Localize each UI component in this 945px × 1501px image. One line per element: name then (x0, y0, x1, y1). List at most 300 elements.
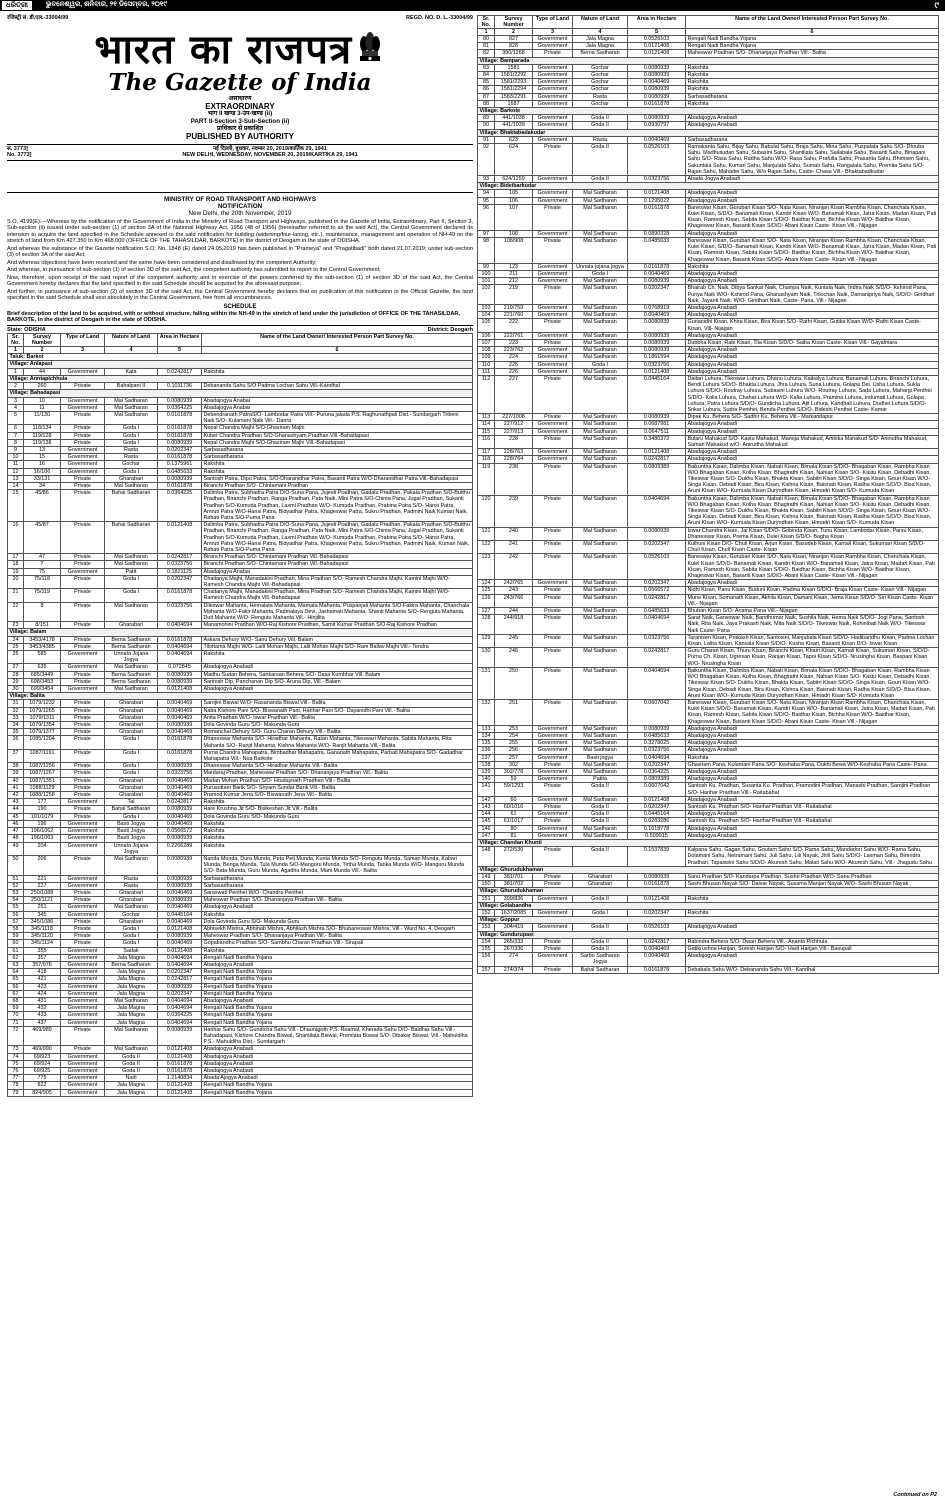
table-row (8, 707, 473, 714)
land-nature-cell: Goda I (105, 813, 158, 820)
owner-name-cell: Rakshita (202, 947, 473, 954)
land-nature-cell: Goda I (105, 425, 158, 432)
sr-no-cell: 121 (478, 527, 495, 540)
column-header: Sr. No. (8, 334, 24, 347)
land-type-cell: Government (61, 397, 105, 404)
owner-name-cell: Baneswar Kisan, Gurubari Kisan S/O- Nata Kisan, Niranjan Kisan Rambha Kisan, Chanchala Kisan, Kulei Kisan, S/D/O- Banamali Kisan, Kandri Kisan W/O- Banamali Kisan, Jatra Kisan, Madan Kisan, Pati Kisan, Ramesh Kisan, Sabita Kisan S/D/O- Baidhar Kisan, Bichha Kisan W/O- Baidhar Kisan, Khageswar Kisan, Basanti Kisan S/D/O- Abani Kisan Caste- Kisan Vill.- Nijagan (686, 204, 939, 230)
land-nature-cell: Mal Sadharan (105, 482, 158, 489)
sr-no-cell: 37 (8, 749, 24, 762)
area-cell: 0.0080939 (158, 897, 202, 904)
land-nature-cell: Goda II (573, 938, 628, 945)
column-number: 5 (628, 29, 686, 36)
sr-no-cell: 77 (8, 1075, 24, 1082)
land-nature-cell: Basti Jogya (105, 835, 158, 842)
land-nature-cell: Rasta (105, 875, 158, 882)
land-nature-cell: Jala Magna (573, 43, 628, 50)
column-number: 1 (8, 347, 24, 354)
sr-no-cell: 60 (8, 940, 24, 947)
taluk-heading-row (8, 354, 473, 361)
issue-date-hindi: नई दिल्ली, बुधवार, नवम्बर 20, 2019/कार्तिक 29, 1941 (213, 145, 327, 152)
table-row (478, 285, 939, 305)
table-row (478, 339, 939, 346)
land-nature-cell: Unnata Jojana Jogya (105, 651, 158, 664)
land-type-cell: Private (61, 678, 105, 685)
table-row (478, 847, 939, 867)
owner-name-cell: Tilottama Majhi W/O- Lalit Mohan Majhi, Lalit Mohan Majhi S/O- Ram Ballav Majhi Vill.- Tendra (202, 643, 473, 650)
owner-name-cell: Abadajogya Anabadi (686, 115, 939, 122)
survey-number-cell: 244 (495, 608, 533, 615)
land-nature-cell: Mal Sadharan (573, 332, 628, 339)
table-row (478, 428, 939, 435)
survey-number-cell: 357 (24, 954, 61, 961)
land-type-cell: Government (533, 832, 573, 839)
survey-number-cell: 34 (24, 482, 61, 489)
owner-name-cell: Rakshita (686, 895, 939, 902)
owner-name-cell: Abadajogya Anabadi (202, 904, 473, 911)
land-type-cell: Government (533, 312, 573, 319)
sr-no-cell: 55 (8, 904, 24, 911)
survey-number-cell: 1085/1204 (24, 736, 61, 749)
table-row (478, 910, 939, 917)
land-type-cell: Government (533, 354, 573, 361)
survey-number-cell: 221/760 (495, 312, 533, 319)
survey-number-cell: 60/1016 (495, 803, 533, 810)
owner-name-cell: Abadajogya Anabadi (686, 832, 939, 839)
survey-number-cell: 69/924 (24, 1060, 61, 1067)
owner-name-cell: Rakshita (202, 842, 473, 855)
land-type-cell: Private (533, 495, 573, 527)
owner-name-cell: Abadajogya Anabadi (686, 122, 939, 129)
land-nature-cell: Mal Sadharan (105, 397, 158, 404)
owner-name-cell: Abadajogya Anabadi (202, 664, 473, 671)
sr-no-cell: 139 (478, 768, 495, 775)
land-type-cell: Private (533, 237, 573, 263)
area-cell: 0.0202347 (628, 541, 686, 554)
land-type-cell: Government (533, 428, 573, 435)
gazette-header (7, 15, 473, 193)
owner-name-cell: Biranchi Pradhan S/O- Chintamani Pradhan Vill.-Bahadapasi (202, 554, 473, 561)
area-cell: 0.0202347 (158, 990, 202, 997)
sr-no-cell: 8 (8, 439, 24, 446)
land-nature-cell: Kata (105, 368, 158, 375)
area-cell: 0.0040469 (158, 792, 202, 799)
sr-no-cell: 92 (478, 144, 495, 176)
land-type-cell: Government (533, 64, 573, 71)
survey-number-cell: 824/905 (24, 1089, 61, 1096)
land-nature-cell: Mal Sadharan (573, 304, 628, 311)
land-type-cell: Government (533, 811, 573, 818)
land-nature-cell: Tal (105, 799, 158, 806)
owner-name-cell: Abadajogya Anabadi (202, 1046, 473, 1053)
land-nature-cell: Berna Sadharan (105, 961, 158, 968)
sr-no-cell: 133 (478, 725, 495, 732)
table-row (478, 667, 939, 699)
page-number: ୯ (934, 0, 939, 11)
land-nature-cell: Mal Sadharan (573, 768, 628, 775)
sr-no-cell: 83 (478, 64, 495, 71)
owner-name-cell: Rakshita (686, 754, 939, 761)
owner-name-cell: Abada Jogya Anabadi (686, 176, 939, 183)
area-cell: 0.2266289 (158, 842, 202, 855)
land-nature-cell: Bahal Sadharan (105, 490, 158, 522)
owner-name-cell: Dhaneswar Mahanta S/O- Hiradhar Mahanta Vill.- Balita (202, 763, 473, 770)
notice-paragraph-1: S.O. 4199(E).—Whereas by the notification of the Government of India in the Ministry of Road Transport and Highways, published in the Gazette of India, Extraordinary, Part II, Section 3, Sub-section (ii) issued under sub-section (1) of section 3A of the National Highway Act, 1956 (48 of 1956) (hereinafter referred to as the said Act), the Central Government declared its intension to acquire the land specified in the Schedule annexed to the said notification for building (widening/four-laning, etc.), maintenance, management and operation of NH-49 on the stretch of land from Km 427.350 to Km 468.000 (OFFICE OF THE TAHASILDAR, BARKOTE) in the district of Deogarh in the state of ODISHA. (7, 218, 473, 245)
survey-number-cell: 242 (495, 554, 533, 580)
owner-name-cell: Abhisekh Mishra, Abhinab Mishra, Abhilash Mishra S/O- Bhubaneswar Mishra, Vill.- Ward No. 4, Deogarh (202, 925, 473, 932)
land-type-cell: Government (533, 368, 573, 375)
owner-name-cell: Debananda Sahu S/O Padma Lochan Sahu Vill.-Kandhal (202, 383, 473, 390)
area-cell: 0.0080939 (628, 86, 686, 93)
sr-no-cell: 48 (8, 835, 24, 842)
sr-no-cell: 10 (8, 454, 24, 461)
land-nature-cell: Goda I (573, 361, 628, 368)
issue-number-english: No. 3773] (7, 152, 32, 159)
land-type-cell: Government (61, 1089, 105, 1096)
table-row (478, 361, 939, 368)
survey-number-cell: 345 (24, 911, 61, 918)
land-nature-cell: Mal Sadharan (105, 686, 158, 693)
owner-name-cell: Baneswar Kisan, Gurubari Kisan S/O- Nata Kisan, Niranjan Kisan Rambha Kisan, Chanchala Kisan, Kulei Kisan S/D/O- Banamali Kisan, Kandri Kisan W/O- Banamali Kisan, Jatra Kisan, Madan Kisan, Pati Kisan, Ramesh Kisan, Sabita Kisan S/D/O- Baidhar Kisan, Bichha Kisan W/O- Baidhar Kisan, Khageswar Kisan, Basanti Kisan S/D/O- Abani Kisan Caste- Kisan Vill.- Nijagan (686, 554, 939, 580)
survey-number-cell: 8 (24, 602, 61, 622)
survey-number-cell: 828 (495, 43, 533, 50)
land-nature-cell: Jala Magna (573, 36, 628, 43)
sr-no-cell: 7 (8, 432, 24, 439)
land-nature-cell: Mal Sadharan (573, 449, 628, 456)
land-type-cell: Private (533, 881, 573, 888)
land-nature-cell: Gochar (573, 72, 628, 79)
owner-name-cell: Rakshita (686, 86, 939, 93)
survey-number-cell: 1079/1354 (24, 722, 61, 729)
owner-name-cell: Baikuntha Kisan, Dalimba Kisan, Nabati Kisan, Bimala Kisan S/D/O- Bhagaban Kisan, Rambha Kisan W/O Bhagaban Kisan, Kolha Kisan, Bhagirathi Kisan, Nahian Kisan S/O- Kastu Kisan, Debadhi Kisan, Tikeswar Kisan S/O- Dukhu Kisan, Bhakta Kisan, Sabitri Kisan S/D/O- Singa Kisan, Gouri Kisan W/O- Singa Kisan, Debadi Kisan, Bira Kisan, Kishna Kisan, Baisnab Kisan, Radha Kisan S/D/O- Bisa Kisan, Aruni Kisan W/O- Kumuda Kisan Duryodhan Kisan, Himadri Kisan S/O- Kumuda Kisan (686, 495, 939, 527)
land-type-cell: Private (61, 490, 105, 522)
area-cell: 0.0080939 (158, 1026, 202, 1046)
area-cell: 0.0040469 (158, 813, 202, 820)
land-type-cell: Private (533, 634, 573, 647)
owner-name-cell: Sarbasadharana (202, 882, 473, 889)
land-nature-cell: Gharabari (105, 784, 158, 791)
land-nature-cell: Goda II (573, 811, 628, 818)
column-header: Type of Land (61, 334, 105, 347)
survey-number-cell: 1079/1232 (24, 700, 61, 707)
owner-name-cell: Iswar Chandra Kisan, Jai Kisan S/D/O- Gobinda Kisan, Tunu Kisan, Lambodar Kisan, Parsu Kisan, Dhaneswar Kisan, Prema Kisan, Dulei Kisan S/D/O- Bagha Kisan (686, 527, 939, 540)
area-cell: 0.0121408 (158, 1053, 202, 1060)
area-cell: 0.0404694 (158, 651, 202, 664)
survey-number-cell: 424 (24, 990, 61, 997)
survey-number-cell: 228 (495, 435, 533, 448)
table-row (8, 813, 473, 820)
sr-no-cell: 21 (8, 589, 24, 602)
area-cell: 0.0202347 (628, 761, 686, 768)
area-cell: 0.0080939 (158, 671, 202, 678)
land-nature-cell: Goda I (105, 763, 158, 770)
area-cell: 0.0040469 (158, 784, 202, 791)
land-nature-cell: Goda I (105, 432, 158, 439)
land-type-cell: Government (533, 421, 573, 428)
survey-number-cell: 15 (24, 454, 61, 461)
owner-name-cell: Sashi Bhusan Nayak S/O- Daivar Nayak, Susama Manjari Nayak W/O- Sashi Bhusan Nayak (686, 881, 939, 888)
column-number: 2 (24, 347, 61, 354)
table-row (478, 237, 939, 263)
table-row (478, 64, 939, 71)
land-type-cell: Private (533, 594, 573, 607)
land-type-cell: Government (61, 651, 105, 664)
column-header: Survey Number (495, 16, 533, 29)
owner-name-cell: Abadajogya Anabadi (202, 1053, 473, 1060)
area-cell: 0.0121408 (628, 368, 686, 375)
land-type-cell: Government (533, 122, 573, 129)
table-row (8, 806, 473, 813)
sr-no-cell: 71 (8, 1019, 24, 1026)
published-label: PUBLISHED BY AUTHORITY (185, 131, 294, 141)
village-name: Village: Golabandha (478, 902, 939, 909)
area-cell: 0.1295022 (628, 197, 686, 204)
survey-number-cell: 274/374 (495, 966, 533, 973)
sr-no-cell: 50 (8, 855, 24, 875)
land-nature-cell: Mal Sadharan (573, 761, 628, 768)
survey-number-cell: 1687 (495, 100, 533, 107)
owner-name-cell: Baikuntha Kisan, Dalimba Kisan, Nabati Kisan, Bimala Kisan S/D/O- Bhagaban Kisan, Rambha Kisan W/O Bhagaban Kisan, Kolha Kisan, Bhagirathi Kisan, Nahian Kisan S/O- Kastu Kisan, Debadhi Kisan, Tikeswar Kisan S/O- Dukhu Kisan, Bhakta Kisan, Sabitri Kisan S/D/O- Singa Kisan, Gouri Kisan W/O- Singa Kisan, Debadi Kisan, Bira Kisan, Kishna Kisan, Baisnab Kisan, Radha Kisan S/D/O- Bisa Kisan, Aruni Kisan W/O- Kumuda Kisan Duryodhan Kisan, Himadri Kisan S/O- Kumuda Kisan (686, 667, 939, 699)
sr-no-cell: 146 (478, 825, 495, 832)
land-type-cell: Government (533, 747, 573, 754)
sr-no-cell: 22 (8, 602, 24, 622)
table-row (478, 615, 939, 635)
sr-no-cell: 101 (478, 278, 495, 285)
column-header: Survey Number (24, 334, 61, 347)
column-header: Type of Land (533, 16, 573, 29)
survey-number-cell: 441/1038 (495, 115, 533, 122)
land-type-cell: Private (61, 897, 105, 904)
land-nature-cell: Gharabari (105, 700, 158, 707)
owner-name-cell: Rakshita (686, 910, 939, 917)
owner-name-cell: Baneswar Kisan, Gurubari Kisan S/O- Nata Kisan, Niranjan Kisan Rambha Kisan, Chanchala Kisan, Kulei Kisan S/D/O- Banamali Kisan, Kandri Kisan W/O- Banamali Kisan, Jatra Kisan, Madan Kisan, Pati Kisan, Ramesh Kisan, Sabita Kisan S/D/O- Baidhar Kisan, Bichha Kisan W/O- Baidhar Kisan, Khageswar Kisan, Basanti Kisan S/D/O- Abani Kisan Caste- Kisan Vill.- Nijagan (686, 699, 939, 725)
land-nature-cell: Patit (105, 568, 158, 575)
sr-no-cell: 27 (8, 664, 24, 671)
owner-name-cell: Abadajogya Anabadi (686, 312, 939, 319)
sr-no-cell: 108 (478, 347, 495, 354)
table-row (8, 475, 473, 482)
owner-name-cell: Gunanidhi Kisan, Khira Kisan, Bira Kisan S/O- Rathi Kisan, Gutika Kisan W/O- Rathi Kisan Caste- Kisan, Vill- Nijagan (686, 319, 939, 332)
area-cell: 0.0121408 (158, 1082, 202, 1089)
land-type-cell: Government (61, 820, 105, 827)
land-nature-cell: Sarbo Sadharan Jogya (573, 953, 628, 966)
land-nature-cell: Goda I (105, 933, 158, 940)
sr-no-cell: 29 (8, 678, 24, 685)
survey-number-cell: 60 (495, 796, 533, 803)
owner-name-cell: Dipak Ku. Behera S/O- Sudhir Ku. Behera Vill.- Markandapur (686, 414, 939, 421)
table-row (478, 36, 939, 43)
owner-name-cell: Santosh Ku. Pradhan S/O- Harihar Pradhan Vill.- Raitabahal (686, 803, 939, 810)
land-nature-cell: Gochar (573, 86, 628, 93)
area-cell: 0.0323756 (628, 361, 686, 368)
table-row (8, 411, 473, 424)
land-type-cell: Government (533, 79, 573, 86)
column-header: Name of the Land Owner/ Interested Person Part Survey No. (202, 334, 473, 347)
notice-paragraph-3: And whereas objections have been received and the same have been considered and disallowed by the competent Authority; (7, 259, 317, 266)
land-nature-cell: Mal Sadharan (105, 855, 158, 875)
area-cell: 0.0242817 (158, 799, 202, 806)
sr-no-cell: 85 (478, 79, 495, 86)
land-type-cell: Government (61, 875, 105, 882)
table-row (8, 446, 473, 453)
land-type-cell: Private (61, 589, 105, 602)
sr-no-cell: 80 (478, 36, 495, 43)
area-cell: 0.0040469 (628, 312, 686, 319)
area-cell: 0.0768919 (628, 304, 686, 311)
table-row (478, 873, 939, 880)
land-type-cell: Private (533, 319, 573, 332)
owner-name-cell: Rakshita (202, 651, 473, 664)
land-nature-cell: Mal Sadharan (573, 725, 628, 732)
survey-number-cell: 822 (24, 1082, 61, 1089)
sr-no-cell: 25 (8, 643, 24, 650)
land-nature-cell: Berna Sadharan (105, 671, 158, 678)
newspaper-dateline: ଭୁବନେଶ୍ୱର, ଶନିବାର, ୨୧ ଡିସେମ୍ବର, ୨୦୧୯ (45, 1, 167, 9)
column-number: 5 (158, 347, 202, 354)
owner-name-cell: Sarojini Biswal W/O- Rasananda Biswal Vill.- Balita (202, 700, 473, 707)
land-nature-cell: Mal Sadharan (573, 230, 628, 237)
survey-number-cell: 381/702 (495, 881, 533, 888)
sr-no-cell: 140 (478, 776, 495, 783)
table-row (478, 587, 939, 594)
table-row (478, 86, 939, 93)
table-row (8, 763, 473, 770)
table-row (8, 799, 473, 806)
table-row (8, 882, 473, 889)
land-nature-cell: Gochar (573, 64, 628, 71)
owner-name-cell: Abadajogya Anabadi (686, 796, 939, 803)
land-type-cell: Government (533, 100, 573, 107)
area-cell: 0.0040469 (158, 918, 202, 925)
land-type-cell: Private (61, 622, 105, 629)
survey-number-cell: 59 (495, 776, 533, 783)
land-type-cell: Government (533, 953, 573, 966)
sr-no-cell: 153 (478, 924, 495, 931)
land-type-cell: Private (533, 527, 573, 540)
sr-no-cell: 34 (8, 722, 24, 729)
area-cell: 0.0161878 (628, 204, 686, 230)
sr-no-cell: 118 (478, 456, 495, 463)
owner-name-cell: Dalimba Patra, Subhadra Patra D/O-Suna Pana, Jujesti Pradhan, Gadalu Pradhan, Pakala Pradhan S/O-Butthu Pradhan, Biranchi Pradhan, Ranga Pradhan, Pata Naik, Mini Patra S/O-Chinta Pana, Jugal Pradhan, Sukanti Pradhan S/O-Kumuda Pradhan, Laxmi Pradhan W/O- Kumuda Pradhan, Prabina Patra S/O- Hansi Patra, Amruti Patra W/O-Hansi Patra, Bidyadhar Patra, Khageswar Patra, Sukru Pradhan, Padmini Naik, Kumari Naik, Rebati Patra S/O-Purna Pana (202, 522, 473, 554)
land-type-cell: Private (61, 813, 105, 820)
land-type-cell: Government (61, 686, 105, 693)
table-row (478, 204, 939, 230)
table-row (8, 671, 473, 678)
land-type-cell: Government (61, 461, 105, 468)
survey-number-cell: 227 (24, 882, 61, 889)
sr-no-cell: 5 (8, 411, 24, 424)
survey-number-cell: 1087/1351 (24, 777, 61, 784)
notification-date: New Delhi, the 20th November, 2019 (188, 210, 292, 218)
land-type-cell: Private (61, 411, 105, 424)
survey-number-cell: 1087/1267 (24, 770, 61, 777)
village-heading-row (8, 390, 473, 397)
table-row (478, 72, 939, 79)
table-row (478, 554, 939, 580)
survey-number-cell: 196 (24, 820, 61, 827)
owner-name-cell: Purna Chandra Mahapatra, Bimbadhar Mahapatra, Gananath Mahapatra, Parbati Mahapatra S/O- Gadadhar Mahapatra Vill.- Nua Barkote (202, 749, 473, 762)
table-row (478, 580, 939, 587)
area-cell: 0.0485633 (628, 237, 686, 263)
land-type-cell: Private (61, 671, 105, 678)
sr-no-cell: 103 (478, 304, 495, 311)
table-row (8, 490, 473, 522)
land-type-cell: Government (61, 468, 105, 475)
sr-no-cell: 4 (8, 404, 24, 411)
land-type-cell: Private (61, 522, 105, 554)
table-header (8, 334, 473, 354)
sr-no-cell: 100 (478, 270, 495, 277)
table-row (8, 636, 473, 643)
land-nature-cell: Mal Sadharan (105, 997, 158, 1004)
area-cell: 0.0121408 (158, 686, 202, 693)
sr-no-cell: 81 (478, 43, 495, 50)
sr-no-cell: 30 (8, 686, 24, 693)
land-nature-cell: Mal Sadharan (573, 594, 628, 607)
column-header: Area in Hectare (158, 334, 202, 347)
table-row (478, 732, 939, 739)
area-cell: 0.0161878 (628, 881, 686, 888)
newspaper-header-bar (0, 0, 945, 11)
sr-no-cell: 149 (478, 873, 495, 880)
owner-name-cell: Maheswar Pradhan S/O- Dhananjaya Pradhan Vill.- Balita (202, 897, 473, 904)
owner-name-cell: Taranisen Kisan, Prakash Kisan, Santosini, Manjubala Kisan S/D/O- Hadibandhu Kisan, Padma Lochan Kisan, Lalita Kisan, Kansala Kisan S/D/O- Kusha Kisan, Basanti Kisan D/O- Iswar Kisan (686, 634, 939, 647)
table-row (478, 747, 939, 754)
sr-no-cell: 17 (8, 554, 24, 561)
table-row (8, 947, 473, 954)
land-type-cell: Private (533, 648, 573, 668)
sr-no-cell: 44 (8, 806, 24, 813)
table-row (478, 699, 939, 725)
table-row (8, 568, 473, 575)
notice-paragraph-2: And whereas the substance of the Gazette notification S.O. No. 1848 (E) dated 24.05.2019 has been published in "Prameya" and "Pragatibadi" both dated 21.07.2019; under sub-section (3) of section 3A of the said Act; (7, 245, 473, 259)
table-row (8, 1019, 473, 1026)
survey-number-cell: 227/913 (495, 428, 533, 435)
sr-no-cell: 9 (8, 446, 24, 453)
sr-no-cell: 82 (478, 50, 495, 57)
sr-no-cell: 130 (478, 648, 495, 668)
table-row (478, 421, 939, 428)
table-row (478, 190, 939, 197)
area-cell: 0.0202347 (628, 910, 686, 917)
land-nature-cell: Mal Sadharan (573, 428, 628, 435)
land-type-cell: Private (61, 707, 105, 714)
sr-no-cell: 3 (8, 397, 24, 404)
owner-name-cell: Abadajogya Anabadi (686, 953, 939, 966)
owner-name-cell: Abadajogya Anabadi (686, 825, 939, 832)
land-type-cell: Government (61, 961, 105, 968)
area-cell: 0.0242817 (628, 456, 686, 463)
table-row (478, 375, 939, 413)
land-nature-cell: Mal Sadharan (573, 667, 628, 699)
sr-no-cell: 93 (478, 176, 495, 183)
survey-number-cell: 1079/1265 (24, 707, 61, 714)
land-nature-cell: Goda II (573, 115, 628, 122)
gazette-title-hindi: भारत का राजपत्र (94, 26, 353, 74)
table-row (8, 969, 473, 976)
area-cell: 0.0202347 (158, 969, 202, 976)
area-cell: 0.0121408 (628, 190, 686, 197)
sr-no-cell: 2 (8, 383, 24, 390)
survey-number-cell: 244/918 (495, 615, 533, 635)
owner-name-cell: Abadajogya Anabadi (202, 961, 473, 968)
land-nature-cell: Goda II (573, 847, 628, 867)
land-type-cell: Private (61, 940, 105, 947)
survey-number-cell: 223/762 (495, 347, 533, 354)
survey-number-cell: 357/976 (24, 961, 61, 968)
owner-name-cell: Abadajogya Anabadi (202, 1068, 473, 1075)
land-nature-cell: Gharabari (105, 918, 158, 925)
area-cell: 0.0323756 (628, 634, 686, 647)
